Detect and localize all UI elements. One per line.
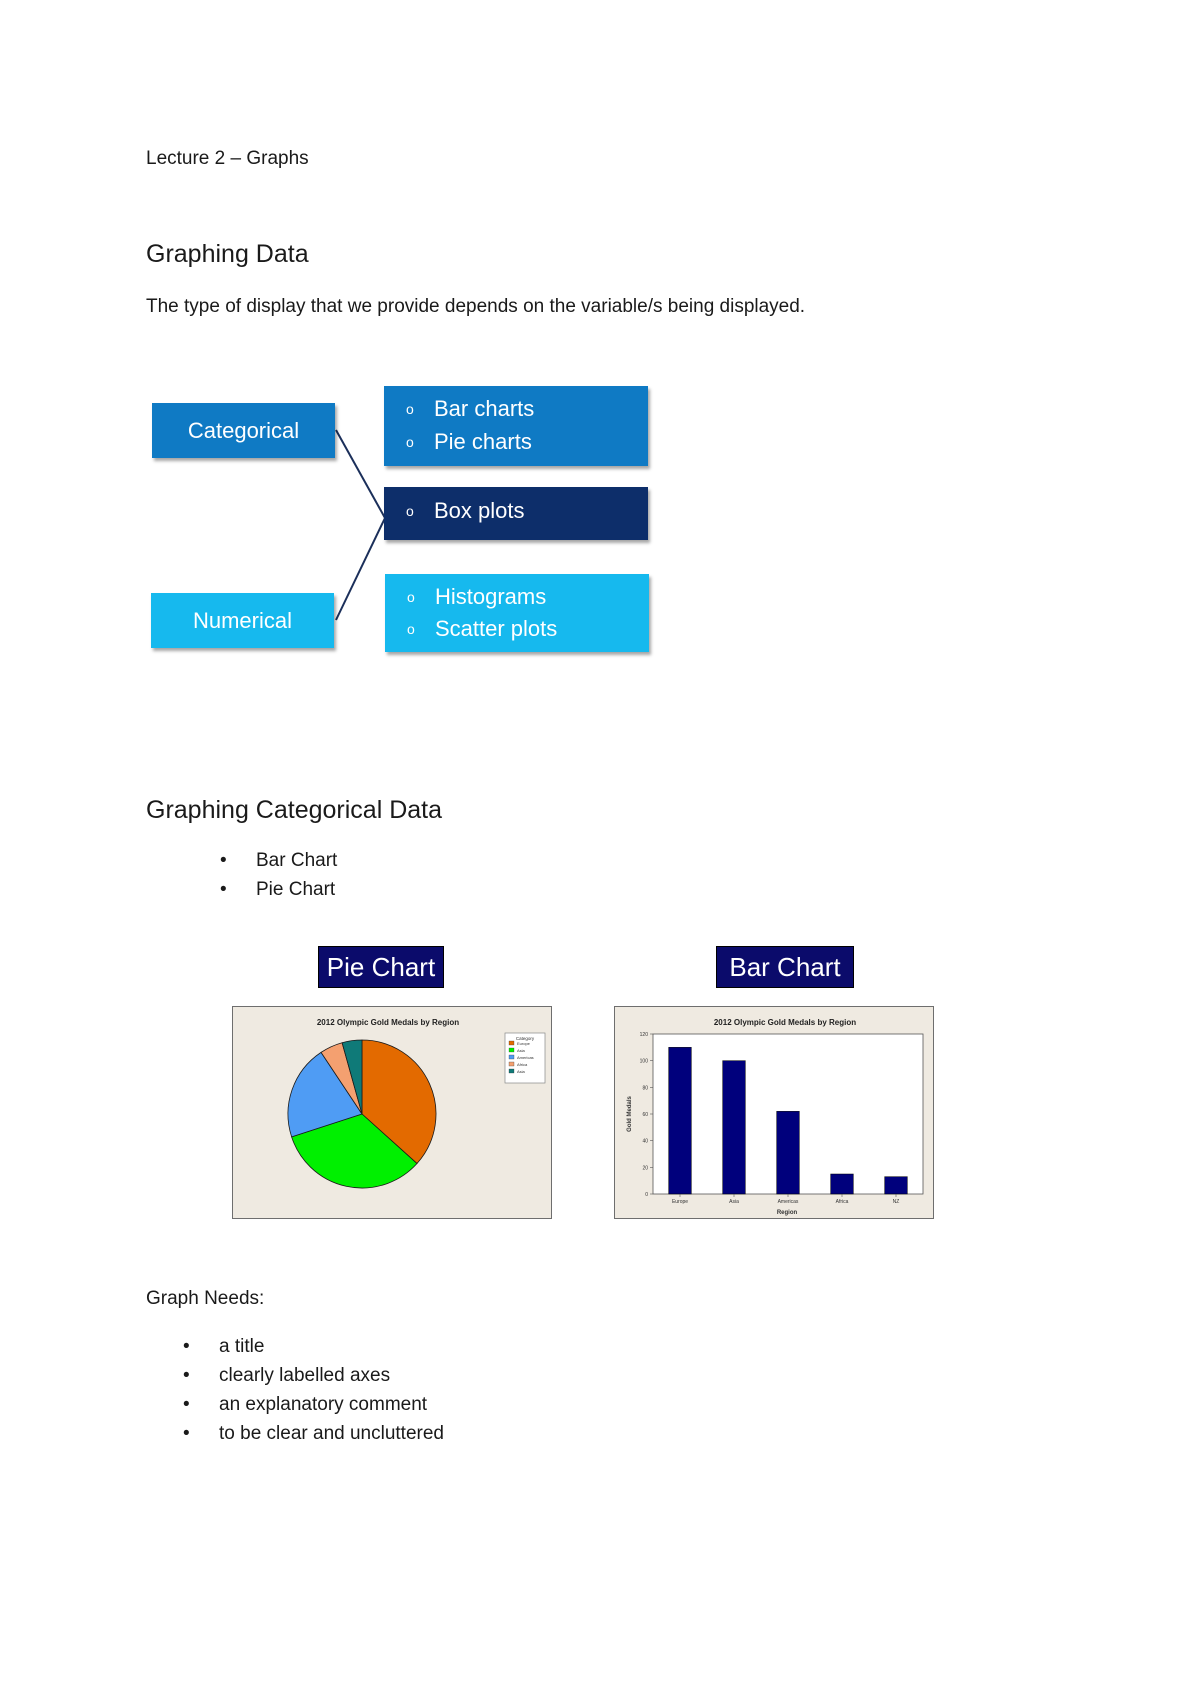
bullet-glyph: o	[406, 503, 414, 519]
bar-africa	[831, 1174, 854, 1194]
pie-legend-swatch	[509, 1055, 514, 1059]
bar-x-ticks	[672, 1194, 899, 1205]
pie-legend-swatch	[509, 1069, 514, 1073]
bullet-glyph: •	[220, 850, 227, 871]
pie-chart-panel	[232, 1006, 552, 1219]
scatter-plots-label: Scatter plots	[435, 616, 558, 641]
pie-chart-label-box	[318, 946, 444, 988]
pie-legend-label: Asia	[517, 1069, 525, 1074]
bullet-glyph: •	[183, 1336, 190, 1357]
both-types-box	[384, 487, 648, 540]
pie-charts-label: Pie charts	[434, 429, 532, 454]
connector-categorical-boxplots	[336, 430, 385, 518]
bar-chart	[615, 1007, 933, 1218]
pie-chart	[233, 1007, 551, 1218]
categorical-box	[152, 403, 335, 458]
histograms-label: Histograms	[435, 584, 547, 609]
bullet-glyph: •	[183, 1394, 190, 1415]
categorical-only-box	[384, 386, 648, 466]
bar-x-tick-label: Asia	[729, 1199, 739, 1205]
pie-legend-label: Americas	[517, 1055, 534, 1060]
box-plots-label: Box plots	[434, 498, 525, 523]
bar-y-tick-label: 20	[642, 1165, 648, 1172]
bar-x-tick-label: Americas	[777, 1199, 799, 1205]
bullet-glyph: o	[407, 621, 415, 637]
bar-chart-label: Bar Chart	[729, 951, 841, 982]
bar-x-tick-label: NZ	[892, 1199, 900, 1205]
bar-y-tick-label: 100	[639, 1058, 648, 1065]
bar-europe	[669, 1047, 692, 1194]
section-heading-graphing-data: Graphing Data	[146, 240, 309, 268]
bar-chart-panel	[614, 1006, 934, 1219]
pie-legend-label: Asia	[517, 1048, 525, 1053]
bar-asia	[723, 1061, 746, 1194]
lecture-title: Lecture 2 – Graphs	[146, 148, 309, 169]
categorical-chart-list	[220, 846, 338, 904]
pie-chart-label: Pie Chart	[326, 951, 436, 982]
pie-chart-title: 2012 Olympic Gold Medals by Region	[316, 1018, 460, 1027]
list-item: • Bar Chart	[256, 846, 337, 875]
bullet-glyph: •	[183, 1423, 190, 1444]
bar-americas	[777, 1111, 800, 1194]
bar-chart-label-box	[716, 946, 854, 988]
bullet-glyph: •	[220, 879, 227, 900]
pie-legend	[505, 1033, 545, 1083]
pie-legend-label: Africa	[517, 1062, 528, 1067]
bar-y-tick-label: 80	[642, 1085, 648, 1092]
list-item: • clearly labelled axes	[219, 1361, 444, 1390]
graph-needs-heading: Graph Needs:	[146, 1288, 265, 1309]
numerical-box	[151, 593, 334, 648]
pie-legend-label: Europe	[517, 1041, 530, 1046]
bar-y-tick-label: 60	[642, 1112, 648, 1118]
list-item	[407, 616, 557, 642]
bullet-glyph: o	[406, 401, 414, 417]
bar-y-tick-label: 40	[642, 1138, 648, 1145]
numerical-label: Numerical	[192, 607, 293, 633]
list-item	[406, 429, 532, 455]
bar-x-axis-label: Region	[776, 1210, 798, 1216]
bar-chart-title: 2012 Olympic Gold Medals by Region	[713, 1018, 857, 1027]
list-item: • a title	[219, 1332, 444, 1361]
bar-y-ticks	[640, 1032, 653, 1198]
bar-x-tick-label: Africa	[835, 1199, 849, 1205]
bar-x-tick-label: Europe	[671, 1199, 689, 1205]
variable-type-diagram	[140, 380, 680, 670]
list-item: • an explanatory comment	[219, 1390, 444, 1419]
categorical-label: Categorical	[187, 417, 300, 443]
pie-legend-title: Category	[515, 1036, 535, 1041]
section-heading-categorical-data: Graphing Categorical Data	[146, 796, 442, 824]
intro-paragraph: The type of display that we provide depends on the variable/s being displayed.	[146, 296, 806, 317]
list-item: • to be clear and uncluttered	[219, 1419, 444, 1448]
bullet-glyph: o	[406, 434, 414, 450]
list-item: • Pie Chart	[256, 875, 337, 904]
numerical-only-box	[385, 574, 649, 652]
pie-legend-swatch	[509, 1048, 514, 1052]
graph-needs-list	[183, 1332, 444, 1448]
connector-numerical-boxplots	[336, 518, 385, 620]
list-item	[406, 396, 534, 422]
pie-legend-swatch	[509, 1062, 514, 1066]
list-item	[407, 584, 546, 610]
bullet-glyph: •	[183, 1365, 190, 1386]
bar-nz	[885, 1177, 908, 1194]
pie-slices	[288, 1040, 436, 1188]
bar-charts-label: Bar charts	[434, 396, 535, 421]
bar-y-tick-label: 120	[639, 1032, 648, 1038]
bullet-glyph: o	[407, 589, 415, 605]
bar-y-tick-label: 0	[645, 1192, 648, 1198]
bar-y-axis-label: Gold Medals	[627, 1096, 633, 1132]
list-item	[406, 498, 525, 524]
pie-legend-swatch	[509, 1041, 514, 1045]
